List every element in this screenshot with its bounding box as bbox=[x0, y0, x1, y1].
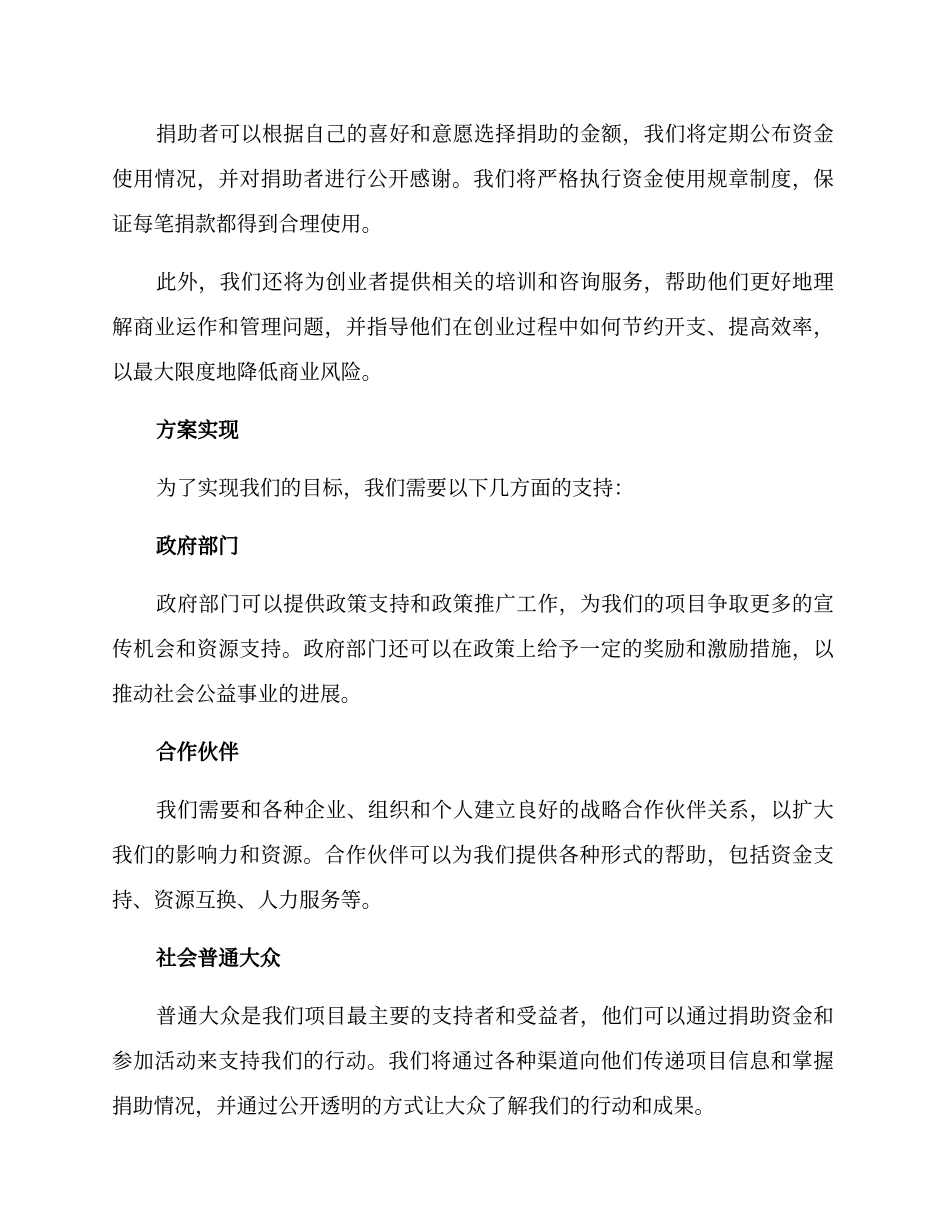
paragraph-donation-usage: 捐助者可以根据自己的喜好和意愿选择捐助的金额，我们将定期公布资金使用情况，并对捐助者进行公开感谢。我们将严格执行资金使用规章制度，保证每笔捐款都得到合理使用。 bbox=[112, 122, 834, 236]
paragraph-general-public: 普通大众是我们项目最主要的支持者和受益者，他们可以通过捐助资金和参加活动来支持我们的行动。我们将通过各种渠道向他们传递项目信息和掌握捐助情况，并通过公开透明的方式让大众了解我们的行动和成果。 bbox=[112, 1004, 834, 1118]
paragraph-partners: 我们需要和各种企业、组织和个人建立良好的战略合作伙伴关系，以扩大我们的影响力和资源。合作伙伴可以为我们提供各种形式的帮助，包括资金支持、资源互换、人力服务等。 bbox=[112, 798, 834, 912]
heading-partners: 合作伙伴 bbox=[156, 740, 240, 764]
paragraph-support-intro: 为了实现我们的目标，我们需要以下几方面的支持： bbox=[156, 476, 635, 500]
heading-plan-implementation: 方案实现 bbox=[156, 418, 240, 442]
document-body bbox=[112, 112, 834, 1142]
heading-government: 政府部门 bbox=[156, 534, 240, 558]
paragraph-training-services: 此外，我们还将为创业者提供相关的培训和咨询服务，帮助他们更好地理解商业运作和管理问题，并指导他们在创业过程中如何节约开支、提高效率，以最大限度地降低商业风险。 bbox=[112, 270, 834, 384]
heading-general-public: 社会普通大众 bbox=[156, 946, 281, 970]
paragraph-government: 政府部门可以提供政策支持和政策推广工作，为我们的项目争取更多的宣传机会和资源支持。政府部门还可以在政策上给予一定的奖励和激励措施，以推动社会公益事业的进展。 bbox=[112, 592, 834, 706]
